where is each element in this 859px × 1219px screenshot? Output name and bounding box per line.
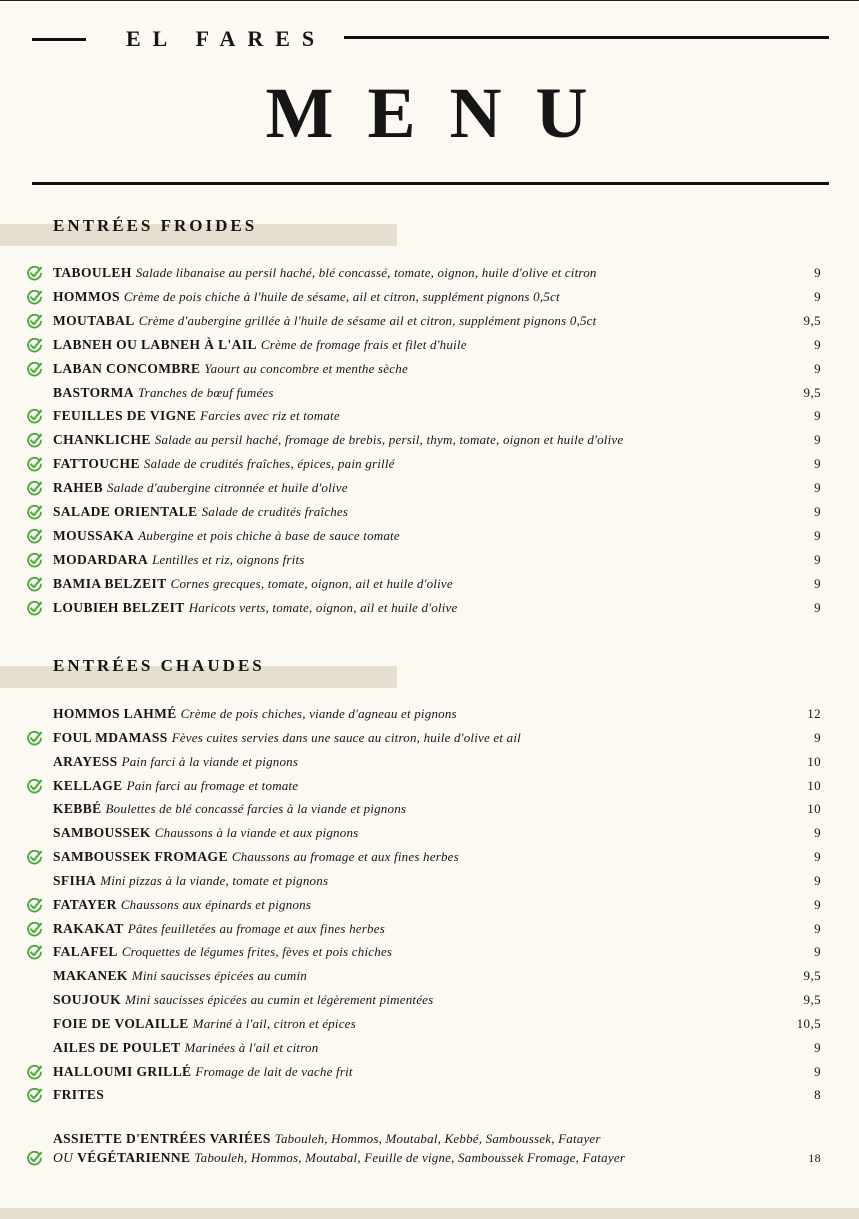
item-price: 8 [814, 1087, 821, 1103]
item-name [53, 968, 307, 984]
item-name [53, 313, 596, 329]
item-description: Boulettes de blé concassé farcies à la viande et pignons [105, 801, 407, 817]
assiette-veg [53, 1150, 625, 1166]
item-name-text: FEUILLES DE VIGNE [53, 408, 197, 424]
menu-item [0, 823, 859, 845]
brand-name: EL FARES [126, 26, 327, 51]
menu-item [0, 966, 859, 988]
item-price: 9 [814, 1039, 821, 1055]
item-description: Salade libanaise au persil haché, blé concassé, tomate, oignon, huile d'olive et citron [135, 265, 597, 280]
item-price: 9 [814, 944, 821, 960]
leaf-check-icon [26, 576, 43, 593]
item-price: 9 [814, 920, 821, 936]
leaf-check-icon [26, 289, 43, 306]
item-description: Farcies avec riz et tomate [200, 408, 340, 424]
item-price: 9,5 [803, 312, 821, 328]
item-name-text: RAKAKAT [53, 920, 124, 936]
item-name-text: MOUSSAKA [53, 527, 135, 543]
item-name [53, 944, 392, 960]
menu-item [0, 871, 859, 893]
bottom-band [0, 1208, 859, 1219]
item-description: Aubergine et pois chiche à base de sauce tomate [138, 527, 400, 543]
item-price: 9,5 [803, 992, 821, 1008]
item-price: 9,5 [803, 968, 821, 984]
menu-item [0, 776, 859, 798]
menu-item [0, 263, 859, 285]
item-price: 9 [814, 432, 821, 448]
item-price: 9 [814, 825, 821, 841]
item-name-text: ARAYESS [53, 753, 118, 769]
item-price: 9 [814, 408, 821, 424]
assiette-line [53, 1131, 601, 1147]
item-description: Crème de pois chiche à l'huile de sésame, ail et citron, supplément pignons 0,5ct [123, 288, 560, 304]
brand-row [0, 26, 859, 54]
menu-item [0, 502, 859, 524]
item-name [53, 873, 328, 889]
brand-rule-left [32, 38, 86, 41]
item-description: Salade de crudités fraîches [201, 504, 349, 519]
item-description: Pâtes feuilletées au fromage et aux fines herbes [127, 920, 385, 936]
item-price: 12 [807, 706, 821, 721]
item-name [53, 754, 298, 770]
item-price: 10 [807, 801, 821, 817]
leaf-check-icon [26, 778, 43, 795]
leaf-check-icon [26, 1064, 43, 1081]
leaf-check-icon [26, 456, 43, 473]
item-description: Salade d'aubergine citronnée et huile d'olive [107, 480, 348, 496]
item-description: Mini saucisses épicées au cumin et légèrement pimentées [125, 992, 434, 1008]
item-name-text: MODARDARA [53, 551, 149, 567]
item-name [53, 576, 453, 592]
menu-title: MENU [265, 73, 622, 153]
item-price: 9 [814, 872, 821, 888]
item-name [53, 1016, 356, 1032]
leaf-check-icon [26, 361, 43, 378]
menu-item [0, 311, 859, 333]
item-name-text: CHANKLICHE [53, 432, 151, 448]
menu-item [0, 287, 859, 309]
menu-item [0, 919, 859, 941]
menu-item [0, 1085, 859, 1107]
menu-item [0, 752, 859, 774]
menu-item [0, 550, 859, 572]
item-price: 9 [814, 265, 821, 280]
item-name [53, 849, 459, 865]
item-name-text: SAMBOUSSEK [53, 825, 151, 841]
item-description: Salade au persil haché, fromage de brebis, persil, thym, tomate, oignon et huile d'olive [154, 432, 624, 448]
assiette-price: 18 [808, 1151, 821, 1165]
item-name-text: KELLAGE [53, 777, 123, 793]
item-name-text: HALLOUMI GRILLÉ [53, 1063, 192, 1079]
header-rule [32, 182, 829, 185]
item-price: 10,5 [796, 1015, 821, 1031]
item-description: Mariné à l'ail, citron et épices [192, 1015, 356, 1031]
item-description: Mini pizzas à la viande, tomate et pignons [100, 872, 329, 888]
assiette-description: Tabouleh, Hommos, Moutabal, Kebbé, Samboussek, Fatayer [274, 1131, 601, 1146]
item-description: Fèves cuites servies dans une sauce au citron, huile d'olive et ail [171, 729, 521, 745]
leaf-check-icon [26, 944, 43, 961]
item-price: 9 [814, 527, 821, 543]
item-description: Crème de pois chiches, viande d'agneau et pignons [180, 706, 457, 721]
assiette-vegetarienne-row [0, 1148, 859, 1170]
leaf-check-icon [26, 528, 43, 545]
menu-item [0, 430, 859, 452]
leaf-check-icon [26, 730, 43, 747]
item-price: 9 [814, 456, 821, 472]
item-name [53, 289, 560, 305]
item-name [53, 992, 433, 1008]
item-name-text: BAMIA BELZEIT [53, 575, 167, 591]
item-name-text: FOUL MDAMASS [53, 729, 168, 745]
item-description: Marinées à l'ail et citron [184, 1039, 319, 1055]
item-description: Pain farci à la viande et pignons [121, 753, 299, 769]
item-name-text: TABOULEH [53, 265, 132, 280]
menu-item [0, 406, 859, 428]
item-description: Crème de fromage frais et filet d'huile [260, 336, 467, 352]
item-name-text: AILES DE POULET [53, 1039, 181, 1055]
item-name-text: BASTORMA [53, 384, 134, 400]
item-name-text: LOUBIEH BELZEIT [53, 599, 185, 615]
item-name-text: SOUJOUK [53, 992, 122, 1008]
menu-item [0, 704, 859, 726]
item-name-text: SFIHA [53, 872, 97, 888]
item-name [53, 432, 623, 448]
item-price: 9 [814, 729, 821, 745]
item-name [53, 385, 274, 401]
leaf-check-icon [26, 1150, 43, 1167]
item-name-text: FATTOUCHE [53, 456, 140, 472]
item-description: Chaussons aux épinards et pignons [120, 896, 312, 912]
assiette-ou: OU [53, 1150, 74, 1165]
item-description: Salade de crudités fraîches, épices, pain grillé [143, 456, 395, 472]
menu-item [0, 942, 859, 964]
leaf-check-icon [26, 921, 43, 938]
item-description: Crème d'aubergine grillée à l'huile de sésame ail et citron, supplément pignons 0,5ct [138, 312, 597, 328]
menu-item [0, 728, 859, 750]
menu-item [0, 1062, 859, 1084]
menu-item [0, 359, 859, 381]
item-name-text: SAMBOUSSEK FROMAGE [53, 849, 228, 865]
item-name [53, 1064, 353, 1080]
item-description: Pain farci au fromage et tomate [126, 777, 299, 793]
menu-item [0, 1014, 859, 1036]
menu-item [0, 895, 859, 917]
item-name-text: MAKANEK [53, 968, 128, 984]
section-title: ENTRÉES FROIDES [53, 216, 258, 235]
leaf-check-icon [26, 265, 43, 282]
item-price: 9 [814, 599, 821, 615]
item-description: Mini saucisses épicées au cumin [131, 968, 307, 984]
leaf-check-icon [26, 1087, 43, 1104]
item-name [53, 921, 385, 937]
item-description: Haricots verts, tomate, oignon, ail et huile d'olive [188, 599, 458, 615]
menu-item [0, 574, 859, 596]
item-description: Chaussons à la viande et aux pignons [154, 825, 359, 841]
leaf-check-icon [26, 480, 43, 497]
item-price: 9 [814, 849, 821, 865]
menu-item [0, 383, 859, 405]
menu-item [0, 454, 859, 476]
item-name [53, 825, 358, 841]
leaf-check-icon [26, 897, 43, 914]
item-price: 9 [814, 575, 821, 591]
menu-item [0, 1038, 859, 1060]
item-price: 10 [807, 777, 821, 793]
item-description: Croquettes de légumes frites, fèves et pois chiches [121, 944, 393, 960]
item-name-text: MOUTABAL [53, 312, 135, 328]
leaf-check-icon [26, 432, 43, 449]
item-name [53, 480, 348, 496]
leaf-check-icon [26, 313, 43, 330]
item-name [53, 504, 348, 520]
menu-item [0, 335, 859, 357]
item-description: Yaourt au concombre et menthe sèche [204, 360, 408, 376]
item-name [53, 897, 311, 913]
item-price: 9 [814, 551, 821, 567]
item-name [53, 552, 305, 568]
item-name-text: LABAN CONCOMBRE [53, 360, 201, 376]
item-name [53, 1040, 318, 1056]
leaf-check-icon [26, 504, 43, 521]
item-name-text: LABNEH OU LABNEH À L'AIL [53, 336, 257, 352]
item-price: 9 [814, 336, 821, 352]
item-name-text: SALADE ORIENTALE [53, 504, 198, 519]
item-price: 9 [814, 504, 821, 519]
item-name-text: FOIE DE VOLAILLE [53, 1015, 189, 1031]
item-name-text: RAHEB [53, 480, 104, 496]
item-name-text: FALAFEL [53, 944, 118, 960]
item-description: Lentilles et riz, oignons frits [152, 551, 305, 567]
leaf-check-icon [26, 337, 43, 354]
item-name-text: KEBBÉ [53, 801, 102, 817]
item-price: 9 [814, 480, 821, 496]
item-name [53, 600, 458, 616]
menu-item [0, 799, 859, 821]
item-name-text: FRITES [53, 1087, 105, 1103]
item-name-text: FATAYER [53, 896, 117, 912]
item-description: Cornes grecques, tomate, oignon, ail et huile d'olive [170, 575, 453, 591]
assiette-name: ASSIETTE D'ENTRÉES VARIÉES [53, 1131, 271, 1146]
brand-rule-right [344, 36, 829, 39]
item-name [53, 408, 340, 424]
item-name [53, 778, 298, 794]
item-description: Fromage de lait de vache frit [195, 1063, 353, 1079]
item-name [53, 730, 521, 746]
menu-item [0, 478, 859, 500]
leaf-check-icon [26, 408, 43, 425]
item-description: Chaussons au fromage et aux fines herbes [231, 849, 459, 865]
leaf-check-icon [26, 600, 43, 617]
item-price: 10 [807, 753, 821, 769]
item-price: 9 [814, 896, 821, 912]
menu-item [0, 990, 859, 1012]
item-description: Tranches de bœuf fumées [137, 384, 274, 400]
menu-item [0, 598, 859, 620]
item-name-text: HOMMOS [53, 288, 120, 304]
assiette-veg-name: VÉGÉTARIENNE [77, 1150, 191, 1165]
item-name [53, 361, 408, 377]
item-price: 9,5 [803, 384, 821, 400]
assiette-veg-description: Tabouleh, Hommos, Moutabal, Feuille de vigne, Samboussek Fromage, Fatayer [194, 1150, 626, 1165]
menu-item [0, 526, 859, 548]
menu-item [0, 847, 859, 869]
top-border [0, 0, 859, 1]
leaf-check-icon [26, 552, 43, 569]
item-name-text: HOMMOS LAHMÉ [53, 706, 177, 721]
item-name [53, 706, 457, 722]
section-title: ENTRÉES CHAUDES [53, 656, 265, 675]
item-name [53, 456, 395, 472]
item-price: 9 [814, 360, 821, 376]
item-price: 9 [814, 288, 821, 304]
item-name [53, 1087, 108, 1103]
item-name [53, 337, 467, 353]
item-name [53, 528, 400, 544]
leaf-check-icon [26, 849, 43, 866]
item-price: 9 [814, 1063, 821, 1079]
item-name [53, 265, 597, 281]
item-name [53, 801, 406, 817]
